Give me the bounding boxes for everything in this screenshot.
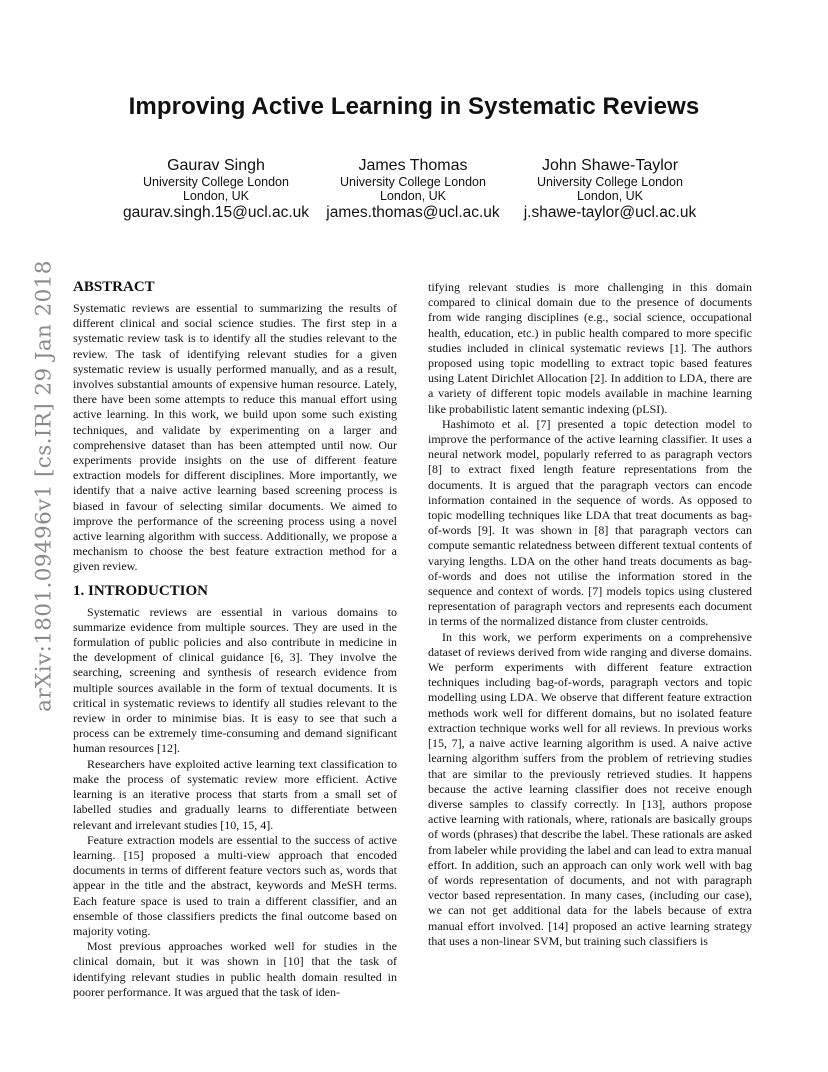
- introduction-heading: 1. INTRODUCTION: [73, 582, 209, 599]
- body-paragraph: Hashimoto et al. [7] presented a topic detection model to improve the performance of the active learning classifier. It uses a neural network model, popularly referred to as paragraph vectors [8] to extract fixed length feature representations from the documents. It is argued that the paragraph vectors can encode information contained in the sequence of words. As opposed to topic modelling techniques like LDA that treat documents as bag-of-words [9]. It was shown in [8] that paragraph vectors can compute semantic relatedness between different textual contents of varying lengths. LDA on the other hand treats documents as bag-of-words and does not utilise the information stored in the sequence and context of words. [7] models topics using clustered representation of paragraph vectors and represents each document in terms of the normalized distance from cluster centroids.: [428, 416, 752, 629]
- body-paragraph: In this work, we perform experiments on a comprehensive dataset of reviews derived from wide ranging and diverse domains. We perform experiments with different feature extraction techniques including bag-of-words, paragraph vectors and topic modelling using LDA. We observe that different feature extraction methods work well for different domains, but no isolated feature extraction technique works well for all reviews. In previous works [15, 7], a naive active learning algorithm is used. A naive active learning algorithm suffers from the problem of retrieving studies that are similar to the previously retrieved studies. It happens because the active learning classifier does not receive enough diverse samples to classify correctly. In [13], authors propose active learning with rationals, where, rationals are basically groups of words (phrases) that describe the label. These rationals are asked from labeler while providing the label and can lead to extra manual effort. In addition, such an approach can only work well with bag of words representation of documents, and not with paragraph vector based representation. In many cases, (including our case), we can not get additional data for the labels because of extra manual effort involved. [14] proposed an active learning strategy that uses a non-linear SVM, but training such classifiers is: [428, 629, 752, 948]
- author-location: London, UK: [182, 189, 250, 203]
- author-block: [510, 157, 710, 221]
- author-email[interactable]: gaurav.singh.15@ucl.ac.uk: [122, 204, 310, 221]
- author-block: [116, 157, 316, 221]
- author-affiliation: University College London: [143, 175, 289, 189]
- abstract-heading: ABSTRACT: [73, 279, 155, 295]
- author-location: London, UK: [576, 189, 644, 203]
- body-paragraph: Most previous approaches worked well for studies in the clinical domain, but it was shown in [10] that the task of identifying relevant studies in public health domain resulted in poorer performance. It was argued that the task of iden-: [73, 939, 397, 999]
- author-email[interactable]: james.thomas@ucl.ac.uk: [326, 204, 500, 221]
- author-name: John Shawe-Taylor: [541, 157, 679, 174]
- author-name: Gaurav Singh: [167, 157, 265, 174]
- body-paragraph: Feature extraction models are essential to the success of active learning. [15] proposed a multi-view approach that encoded documents in terms of different feature vectors such as, words that appear in the title and the abstract, keywords and MeSH terms. Each feature space is used to train a different classifier, and an ensemble of those classifiers predicts the final outcome based on majority voting.: [73, 832, 397, 938]
- author-block: [318, 157, 508, 221]
- arxiv-stamp: arXiv:1801.09496v1 [cs.IR] 29 Jan 2018: [31, 260, 57, 712]
- author-location: London, UK: [379, 189, 447, 203]
- author-email[interactable]: j.shawe-taylor@ucl.ac.uk: [523, 204, 697, 221]
- body-paragraph: Systematic reviews are essential in various domains to summarize evidence from multiple sources. They are used in the formulation of public policies and also contribute in medicine in the development of clinical guidance [6, 3]. They involve the searching, screening and synthesis of research evidence from multiple sources available in the form of textual documents. It is critical in systematic reviews to identify all studies relevant to the review in order to minimise bias. It is easy to see that such a process can be extremely time-consuming and demand significant human resources [12].: [73, 604, 397, 756]
- body-paragraph: tifying relevant studies is more challenging in this domain compared to clinical domain due to the presence of documents from wide ranging disciplines (e.g., social science, occupational health, education, etc.) in public health compared to more specific studies included in clinical systematic reviews [1]. The authors proposed using topic modelling to extract topic based features using Latent Dirichlet Allocation [2]. In addition to LDA, there are a variety of different topic models available in machine learning like probabilistic latent semantic indexing (pLSI).: [428, 280, 752, 416]
- paper-title: Improving Active Learning in Systematic Reviews: [128, 93, 700, 120]
- body-paragraph: Researchers have exploited active learning text classification to make the process of systematic review more efficient. Active learning is an iterative process that starts from a small set of labelled studies and gradually learns to differentiate between relevant and irrelevant studies [10, 15, 4].: [73, 756, 397, 832]
- author-affiliation: University College London: [340, 175, 486, 189]
- author-name: James Thomas: [358, 157, 468, 174]
- right-column: [428, 280, 752, 949]
- left-column: [73, 279, 397, 1000]
- author-affiliation: University College London: [537, 175, 683, 189]
- abstract-text: Systematic reviews are essential to summarizing the results of different clinical and social science studies. The first step in a systematic review task is to identify all the studies relevant to the review. The task of identifying relevant studies for a given systematic review is usually performed manually, and as a result, involves substantial amounts of expensive human resource. Lately, there have been some attempts to reduce this manual effort using active learning. In this work, we build upon some such existing techniques, and validate by experimenting on a larger and comprehensive dataset than has been attempted until now. Our experiments provide insights on the use of different feature extraction models for different disciplines. More importantly, we identify that a naive active learning based screening process is biased in favour of selecting similar documents. We aimed to improve the performance of the screening process using a novel active learning algorithm with success. Additionally, we propose a mechanism to choose the best feature extraction method for a given review.: [73, 301, 397, 574]
